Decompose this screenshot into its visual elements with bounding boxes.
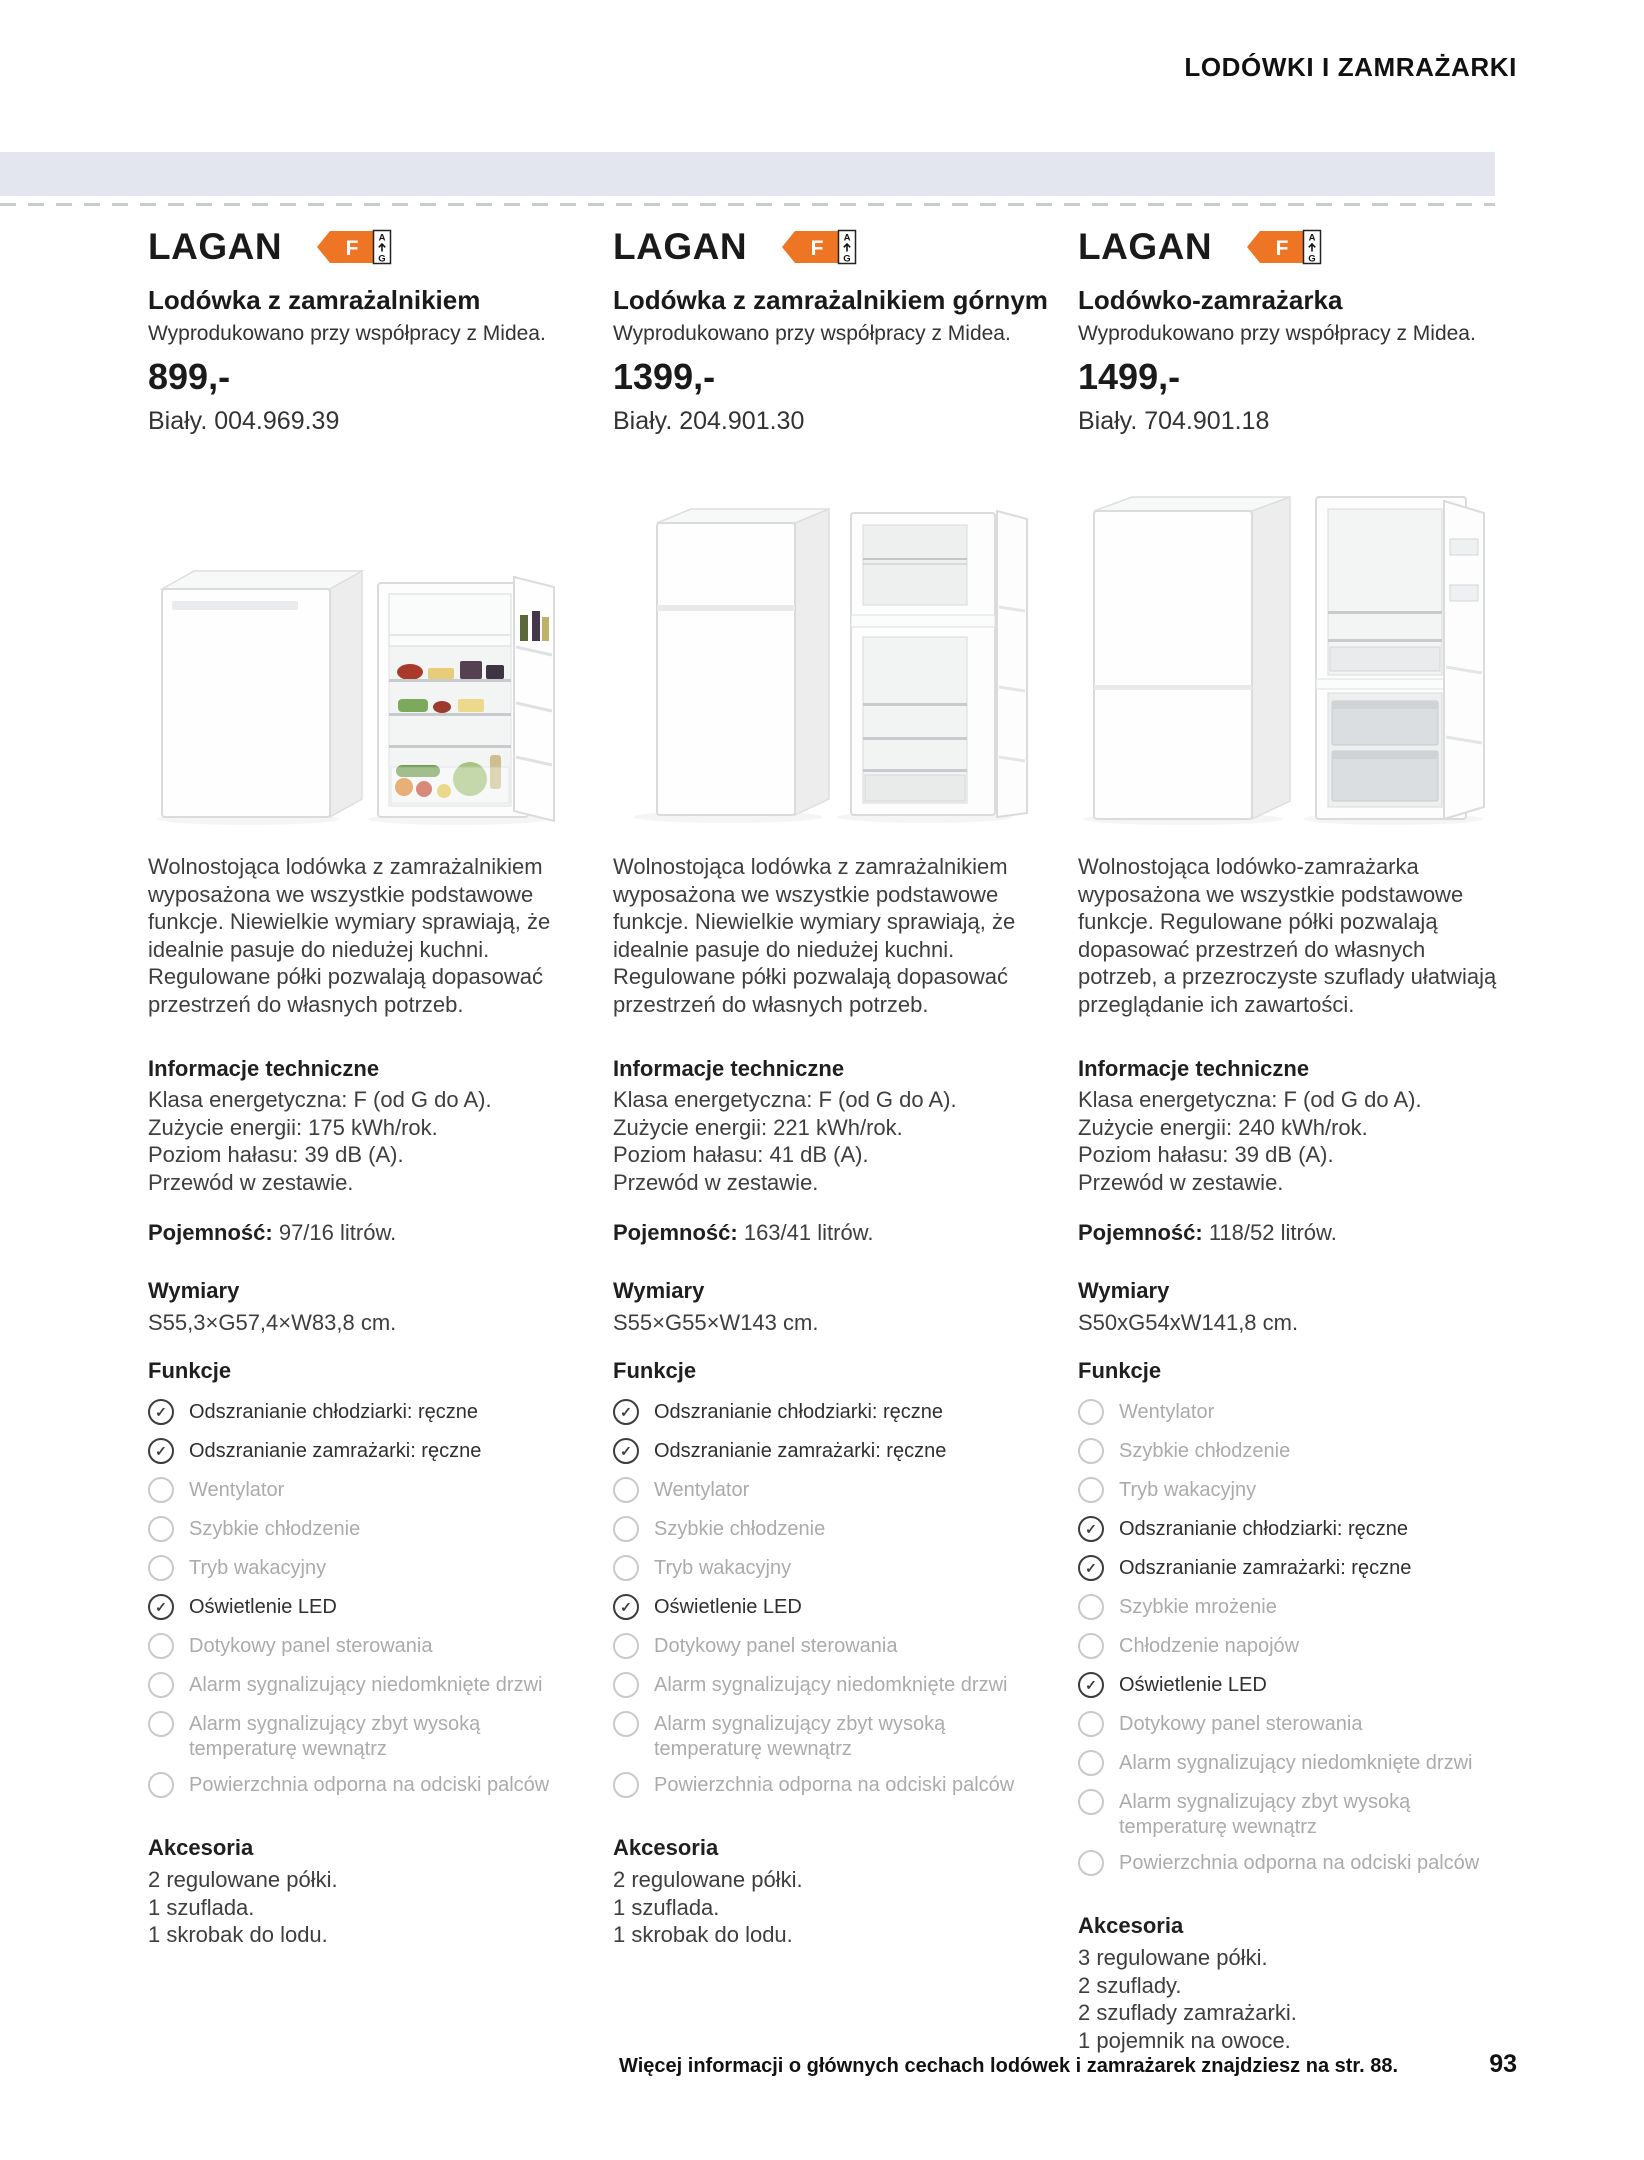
feature-row — [1078, 1593, 1498, 1623]
energy-scale-top: A — [378, 232, 386, 244]
energy-label-icon — [781, 229, 857, 270]
product-header — [613, 226, 1048, 435]
accessory-line: 1 skrobak do lodu. — [148, 1922, 328, 1947]
product-price: 1399,- — [613, 355, 716, 397]
dimensions-section — [1078, 1278, 1498, 1336]
undercounter-fridge-illustration — [148, 527, 568, 827]
feature-label: Szybkie chłodzenie — [189, 1518, 361, 1540]
feature-row — [1078, 1710, 1498, 1740]
tech-spec-line: Poziom hałasu: 39 dB (A). — [148, 1142, 404, 1167]
product-column — [613, 226, 1048, 2054]
dimensions-value: S55,3×G57,4×W83,8 cm. — [148, 1310, 397, 1335]
feature-label: Alarm sygnalizujący zbyt wysoką temperaturę wewnątrz — [654, 1713, 946, 1760]
empty-circle-icon — [613, 1672, 639, 1698]
functions-heading: Funkcje — [1078, 1358, 1162, 1383]
tech-spec-line: Przewód w zestawie. — [613, 1169, 819, 1195]
feature-label: Szybkie chłodzenie — [1119, 1440, 1291, 1462]
capacity-line — [1078, 1220, 1498, 1246]
empty-circle-icon — [1078, 1594, 1104, 1620]
empty-circle-icon — [1078, 1633, 1104, 1659]
feature-row — [148, 1515, 568, 1545]
accessories-section — [1078, 1913, 1498, 2054]
product-name: Lodówko-zamrażarka — [1078, 285, 1343, 315]
feature-row — [613, 1476, 1033, 1506]
feature-label: Odszranianie chłodziarki: ręczne — [1119, 1518, 1409, 1540]
functions-heading: Funkcje — [148, 1358, 232, 1383]
feature-row — [1078, 1671, 1498, 1701]
feature-row — [1078, 1632, 1498, 1662]
product-description: Wolnostojąca lodówka z zamrażalnikiem wyposażona we wszystkie podstawowe funkcje. Niewielkie wymiary sprawiają, że idealnie pasuje do niedużej kuchni. Regulowane półki pozwalają dopasować przestrzeń do własnych potrzeb. — [613, 854, 1016, 1017]
dimensions-heading: Wymiary — [613, 1278, 705, 1303]
feature-row — [613, 1593, 1033, 1623]
closed-fridge-illustration — [633, 509, 829, 823]
feature-label: Dotykowy panel sterowania — [1119, 1713, 1363, 1735]
empty-circle-icon — [1078, 1399, 1104, 1425]
feature-row — [148, 1593, 568, 1623]
dimensions-value: S50xG54xW141,8 cm. — [1078, 1310, 1299, 1335]
functions-section — [613, 1358, 1033, 1801]
dimensions-value: S55×G55×W143 cm. — [613, 1310, 819, 1335]
footer-note: Więcej informacji o głównych cechach lodówek i zamrażarek znajdziesz na str. 88. — [619, 2055, 1398, 2077]
feature-row — [613, 1515, 1033, 1545]
feature-row — [1078, 1554, 1498, 1584]
brand-name: LAGAN — [1078, 226, 1213, 267]
empty-circle-icon — [1078, 1789, 1104, 1815]
feature-row — [1078, 1849, 1498, 1879]
tech-heading: Informacje techniczne — [1078, 1056, 1310, 1081]
checked-circle-icon: ✓ — [148, 1594, 174, 1620]
empty-circle-icon — [148, 1477, 174, 1503]
tech-spec-line: Klasa energetyczna: F (od G do A). — [1078, 1087, 1422, 1112]
feature-row — [1078, 1749, 1498, 1779]
energy-class-letter: F — [1275, 237, 1289, 260]
accessory-line: 1 szuflada. — [148, 1894, 255, 1920]
closed-fridge-illustration — [156, 571, 362, 825]
product-variant-code: Biały. 204.901.30 — [613, 406, 805, 435]
feature-row — [148, 1771, 568, 1801]
product-variant-code: Biały. 704.901.18 — [1078, 406, 1270, 435]
energy-scale-bottom: G — [1308, 253, 1316, 265]
product-price: 1499,- — [1078, 355, 1181, 397]
feature-label: Odszranianie zamrażarki: ręczne — [654, 1440, 947, 1462]
feature-row — [613, 1771, 1033, 1801]
empty-circle-icon — [148, 1672, 174, 1698]
checked-circle-icon: ✓ — [1078, 1516, 1104, 1542]
product-description: Wolnostojąca lodówka z zamrażalnikiem wyposażona we wszystkie podstawowe funkcje. Niewielkie wymiary sprawiają, że idealnie pasuje do niedużej kuchni. Regulowane półki pozwalają dopasować przestrzeń do własnych potrzeb. — [148, 854, 551, 1017]
empty-circle-icon — [1078, 1477, 1104, 1503]
feature-label: Szybkie chłodzenie — [654, 1518, 826, 1540]
accessories-heading: Akcesoria — [148, 1835, 254, 1860]
energy-scale-bottom: G — [843, 253, 851, 265]
open-fridge-illustration — [1303, 497, 1484, 825]
accessory-line: 2 regulowane półki. — [148, 1867, 338, 1892]
feature-row — [148, 1554, 568, 1584]
feature-row — [613, 1710, 1033, 1762]
product-columns — [148, 228, 1498, 2054]
accessory-line: 1 skrobak do lodu. — [613, 1922, 793, 1947]
feature-label: Dotykowy panel sterowania — [654, 1635, 898, 1657]
empty-circle-icon — [148, 1711, 174, 1737]
dotted-separator — [0, 203, 1495, 206]
accessories-heading: Akcesoria — [1078, 1913, 1184, 1938]
product-subtitle: Wyprodukowano przy współpracy z Midea. — [613, 321, 1011, 345]
tech-spec-line: Zużycie energii: 240 kWh/rok. — [1078, 1114, 1368, 1140]
empty-circle-icon — [613, 1772, 639, 1798]
tech-spec-line: Zużycie energii: 221 kWh/rok. — [613, 1114, 903, 1140]
page-title: LODÓWKI I ZAMRAŻARKI — [1184, 52, 1517, 82]
functions-heading: Funkcje — [613, 1358, 697, 1383]
tech-spec-line: Przewód w zestawie. — [1078, 1169, 1284, 1195]
dimensions-section — [613, 1278, 1033, 1336]
functions-section — [1078, 1358, 1498, 1879]
feature-row — [1078, 1437, 1498, 1467]
energy-label-icon — [1246, 229, 1322, 270]
product-column — [148, 228, 568, 2054]
open-fridge-illustration — [368, 577, 554, 825]
dimensions-heading: Wymiary — [1078, 1278, 1170, 1303]
feature-row — [148, 1632, 568, 1662]
capacity-value: 118/52 litrów. — [1208, 1220, 1337, 1245]
feature-label: Szybkie mrożenie — [1119, 1596, 1277, 1618]
capacity-line — [613, 1220, 1033, 1246]
empty-circle-icon — [613, 1477, 639, 1503]
tech-spec-line: Klasa energetyczna: F (od G do A). — [148, 1087, 492, 1112]
feature-label: Tryb wakacyjny — [189, 1557, 327, 1579]
empty-circle-icon — [1078, 1711, 1104, 1737]
color-band — [0, 152, 1495, 196]
checked-circle-icon: ✓ — [148, 1399, 174, 1425]
tech-spec-line: Klasa energetyczna: F (od G do A). — [613, 1087, 957, 1112]
checked-circle-icon: ✓ — [613, 1399, 639, 1425]
feature-row — [613, 1671, 1033, 1701]
energy-class-letter: F — [345, 237, 359, 260]
feature-row — [148, 1437, 568, 1467]
feature-label: Alarm sygnalizujący zbyt wysoką temperaturę wewnątrz — [189, 1713, 481, 1760]
empty-circle-icon — [613, 1555, 639, 1581]
checked-circle-icon: ✓ — [148, 1438, 174, 1464]
empty-circle-icon — [1078, 1438, 1104, 1464]
feature-label: Oświetlenie LED — [1119, 1674, 1267, 1696]
feature-row — [148, 1476, 568, 1506]
feature-label: Wentylator — [189, 1479, 285, 1501]
tech-info-section — [148, 1056, 568, 1196]
closed-fridge-illustration — [1083, 497, 1290, 825]
feature-label: Odszranianie chłodziarki: ręczne — [189, 1401, 479, 1423]
feature-label: Oświetlenie LED — [654, 1596, 802, 1618]
accessories-section — [613, 1835, 1033, 1949]
empty-circle-icon — [148, 1633, 174, 1659]
page-number: 93 — [1489, 2050, 1517, 2078]
feature-row — [613, 1632, 1033, 1662]
tech-heading: Informacje techniczne — [613, 1056, 845, 1081]
capacity-line — [148, 1220, 568, 1246]
product-header — [148, 226, 568, 435]
product-name: Lodówka z zamrażalnikiem — [148, 285, 481, 315]
tech-info-section — [613, 1056, 1033, 1196]
feature-row — [613, 1554, 1033, 1584]
accessory-line: 2 regulowane półki. — [613, 1867, 803, 1892]
dimensions-section — [148, 1278, 568, 1336]
feature-label: Powierzchnia odporna na odciski palców — [1119, 1852, 1480, 1874]
functions-section — [148, 1358, 568, 1801]
dimensions-heading: Wymiary — [148, 1278, 240, 1303]
capacity-label: Pojemność: — [1078, 1220, 1203, 1245]
feature-label: Odszranianie chłodziarki: ręczne — [654, 1401, 944, 1423]
energy-scale-top: A — [843, 232, 851, 244]
product-variant-code: Biały. 004.969.39 — [148, 406, 340, 435]
energy-class-letter: F — [810, 237, 824, 260]
empty-circle-icon — [1078, 1850, 1104, 1876]
product-illustration — [1078, 403, 1498, 843]
energy-scale-top: A — [1308, 232, 1316, 244]
feature-label: Alarm sygnalizujący zbyt wysoką temperaturę wewnątrz — [1119, 1791, 1411, 1838]
tech-spec-line: Poziom hałasu: 39 dB (A). — [1078, 1142, 1334, 1167]
feature-label: Oświetlenie LED — [189, 1596, 337, 1618]
product-subtitle: Wyprodukowano przy współpracy z Midea. — [1078, 321, 1476, 345]
brand-name: LAGAN — [613, 226, 748, 267]
product-illustration — [613, 403, 1033, 843]
feature-row — [148, 1398, 568, 1428]
open-fridge-illustration — [837, 511, 1027, 823]
top-freezer-fridge-illustration — [613, 497, 1033, 827]
product-subtitle: Wyprodukowano przy współpracy z Midea. — [148, 321, 546, 345]
feature-label: Alarm sygnalizujący niedomknięte drzwi — [654, 1674, 1008, 1696]
feature-row — [148, 1710, 568, 1762]
feature-label: Powierzchnia odporna na odciski palców — [654, 1774, 1015, 1796]
capacity-label: Pojemność: — [148, 1220, 273, 1245]
checked-circle-icon: ✓ — [613, 1594, 639, 1620]
feature-label: Odszranianie zamrażarki: ręczne — [1119, 1557, 1412, 1579]
product-header — [1078, 226, 1498, 435]
feature-row — [1078, 1515, 1498, 1545]
feature-label: Wentylator — [654, 1479, 750, 1501]
feature-row — [148, 1671, 568, 1701]
feature-row — [1078, 1788, 1498, 1840]
empty-circle-icon — [613, 1633, 639, 1659]
feature-label: Alarm sygnalizujący niedomknięte drzwi — [189, 1674, 543, 1696]
accessory-line: 1 szuflada. — [613, 1894, 720, 1920]
checked-circle-icon: ✓ — [1078, 1672, 1104, 1698]
feature-label: Odszranianie zamrażarki: ręczne — [189, 1440, 482, 1462]
empty-circle-icon — [148, 1516, 174, 1542]
feature-label: Wentylator — [1119, 1401, 1215, 1423]
feature-label: Tryb wakacyjny — [1119, 1479, 1257, 1501]
accessories-section — [148, 1835, 568, 1949]
empty-circle-icon — [1078, 1750, 1104, 1776]
product-price: 899,- — [148, 355, 231, 397]
feature-row — [1078, 1398, 1498, 1428]
brand-name: LAGAN — [148, 226, 283, 267]
accessory-line: 2 szuflady. — [1078, 1972, 1182, 1998]
tech-spec-line: Przewód w zestawie. — [148, 1169, 354, 1195]
tech-spec-line: Poziom hałasu: 41 dB (A). — [613, 1142, 869, 1167]
empty-circle-icon — [148, 1772, 174, 1798]
capacity-label: Pojemność: — [613, 1220, 738, 1245]
capacity-value: 163/41 litrów. — [743, 1220, 874, 1245]
feature-label: Tryb wakacyjny — [654, 1557, 792, 1579]
fridge-freezer-illustration — [1078, 487, 1498, 827]
empty-circle-icon — [148, 1555, 174, 1581]
feature-label: Chłodzenie napojów — [1119, 1635, 1300, 1657]
empty-circle-icon — [613, 1516, 639, 1542]
checked-circle-icon: ✓ — [613, 1438, 639, 1464]
checked-circle-icon: ✓ — [1078, 1555, 1104, 1581]
product-name: Lodówka z zamrażalnikiem górnym — [613, 285, 1048, 315]
tech-spec-line: Zużycie energii: 175 kWh/rok. — [148, 1114, 438, 1140]
product-illustration — [148, 403, 568, 843]
accessories-heading: Akcesoria — [613, 1835, 719, 1860]
feature-row — [613, 1437, 1033, 1467]
accessory-line: 3 regulowane półki. — [1078, 1945, 1268, 1970]
product-description: Wolnostojąca lodówko-zamrażarka wyposażona we wszystkie podstawowe funkcje. Regulowane półki pozwalają dopasować przestrzeń do własnych potrzeb, a przezroczyste szuflady ułatwiają przeglądanie ich zawartości. — [1078, 854, 1497, 1017]
accessory-line: 2 szuflady zamrażarki. — [1078, 2000, 1297, 2025]
feature-label: Dotykowy panel sterowania — [189, 1635, 433, 1657]
energy-label-icon — [316, 229, 392, 270]
energy-scale-bottom: G — [378, 253, 386, 265]
tech-heading: Informacje techniczne — [148, 1056, 380, 1081]
accessory-line: 1 pojemnik na owoce. — [1078, 2027, 1291, 2053]
product-column — [1078, 228, 1498, 2054]
feature-label: Powierzchnia odporna na odciski palców — [189, 1774, 550, 1796]
empty-circle-icon — [613, 1711, 639, 1737]
feature-label: Alarm sygnalizujący niedomknięte drzwi — [1119, 1752, 1473, 1774]
tech-info-section — [1078, 1056, 1498, 1196]
feature-row — [1078, 1476, 1498, 1506]
feature-row — [613, 1398, 1033, 1428]
capacity-value: 97/16 litrów. — [278, 1220, 397, 1245]
